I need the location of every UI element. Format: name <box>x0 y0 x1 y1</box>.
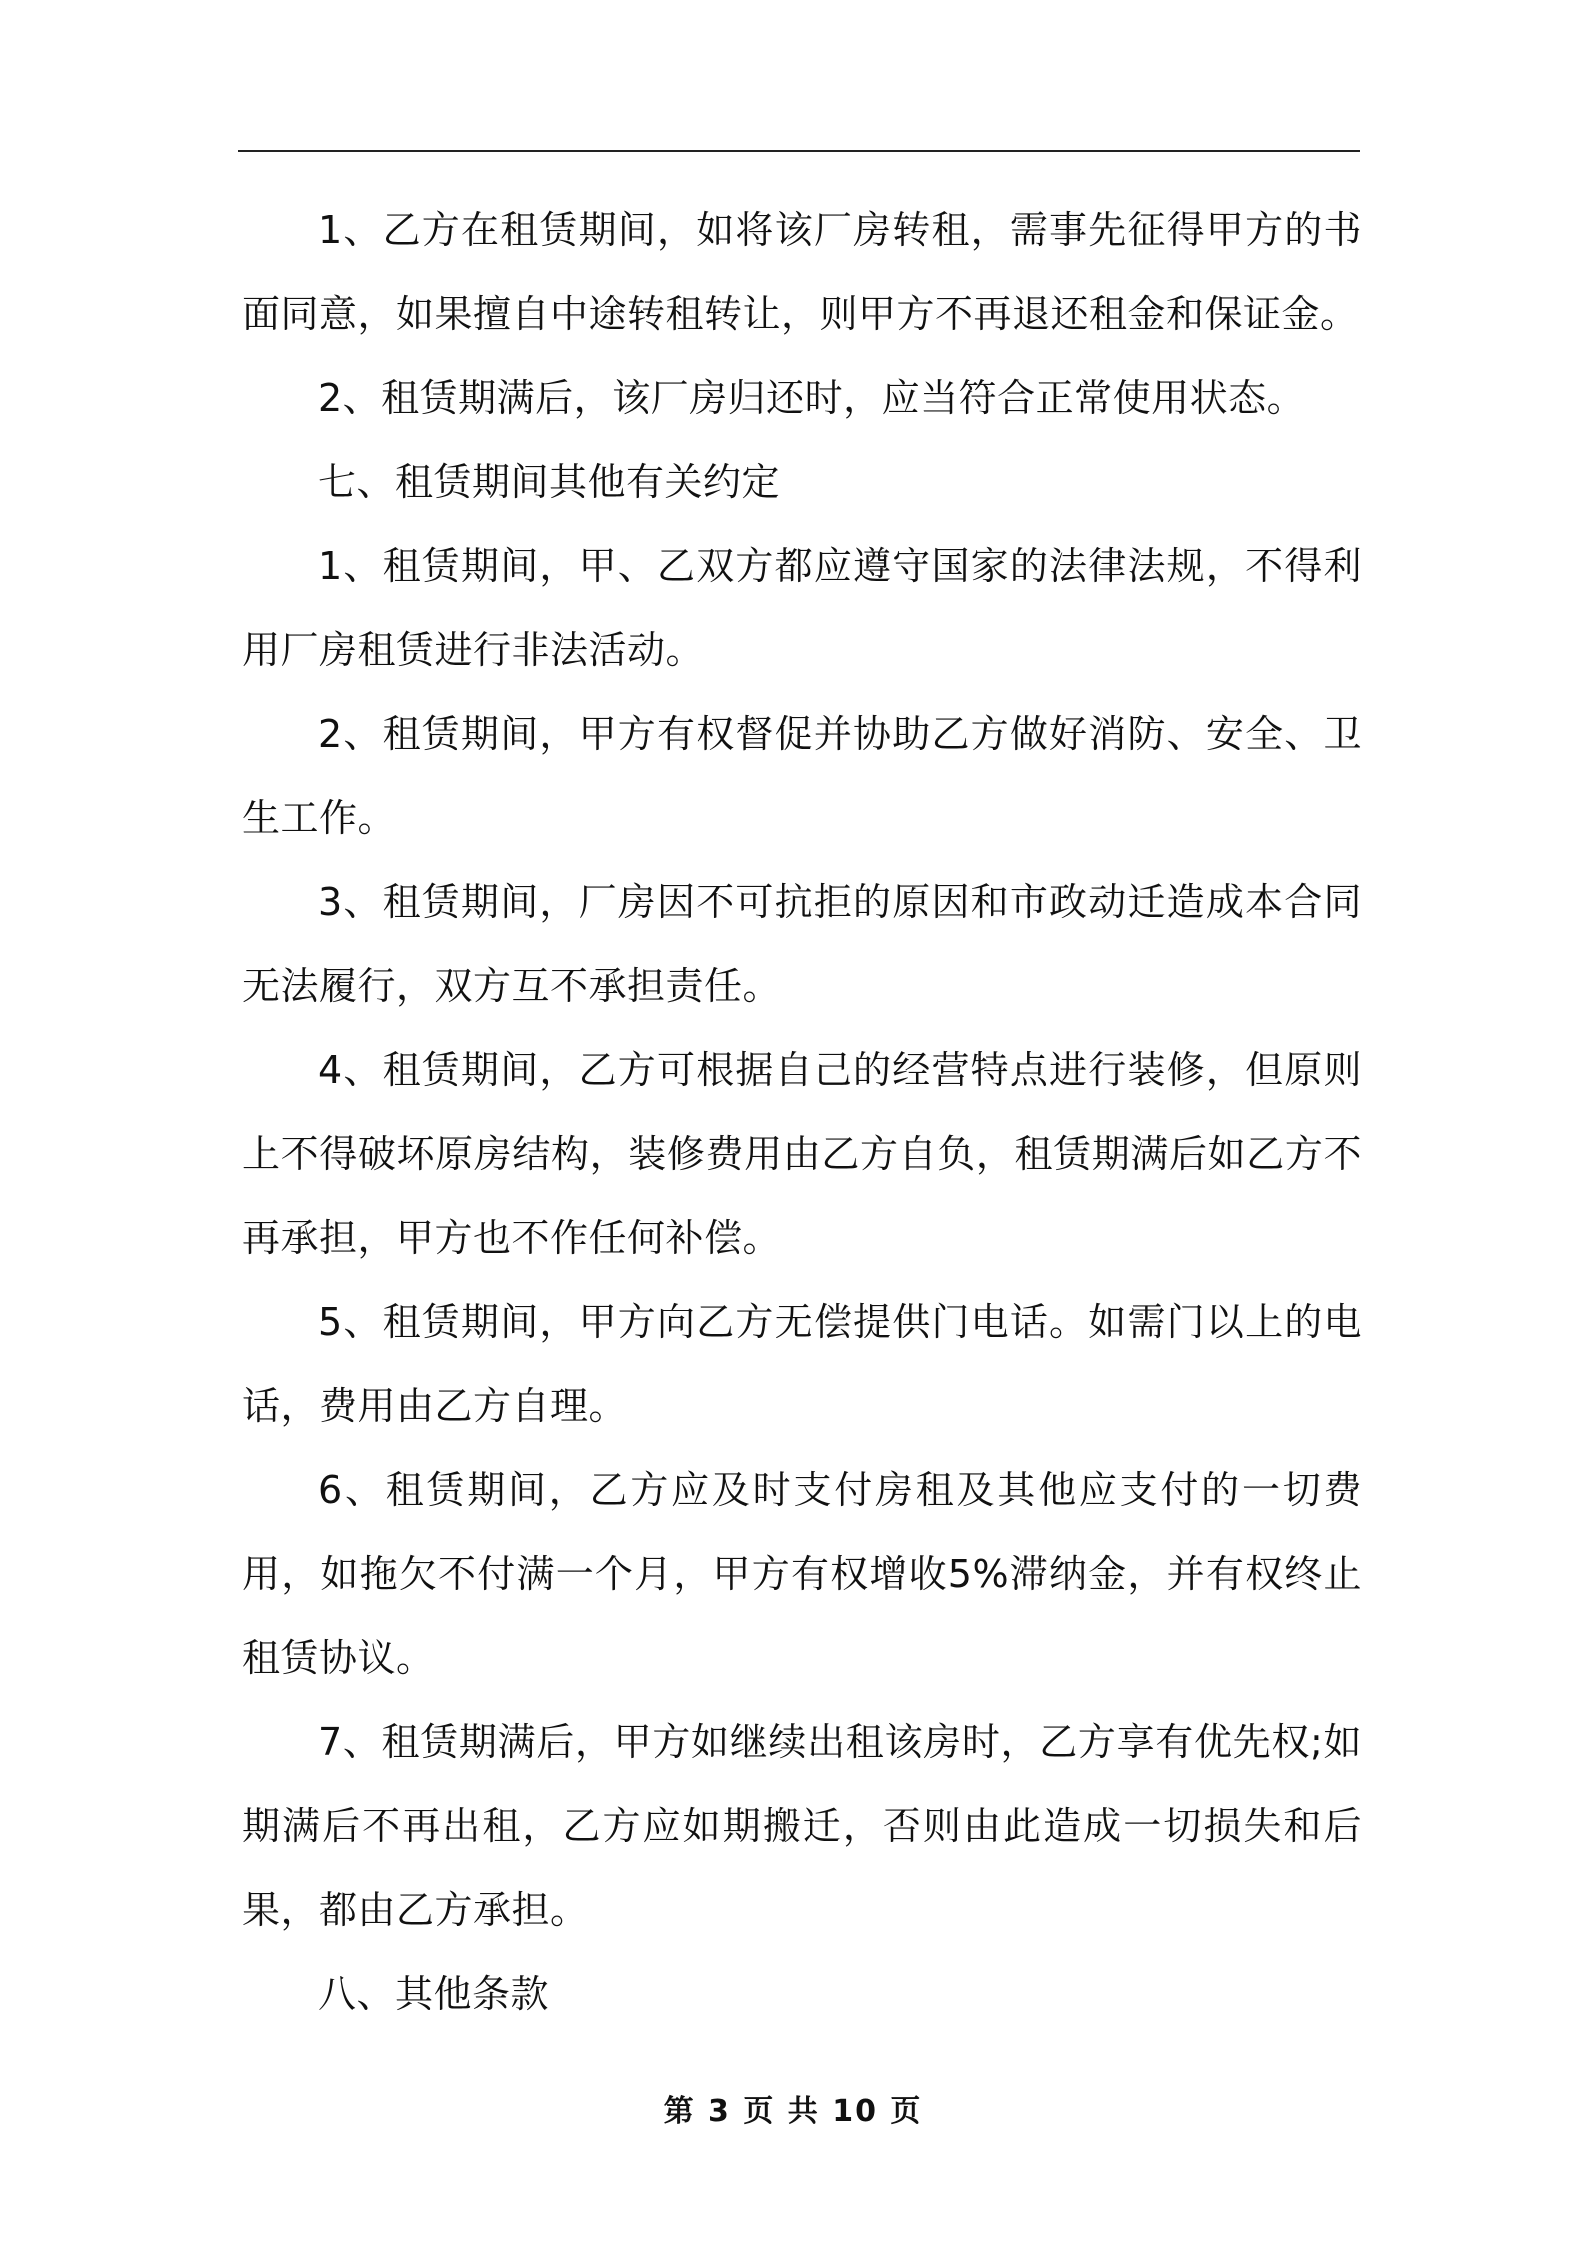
paragraph: 1、租赁期间，甲、乙双方都应遵守国家的法律法规，不得利用厂房租赁进行非法活动。 <box>242 544 1362 672</box>
paragraph: 2、租赁期间，甲方有权督促并协助乙方做好消防、安全、卫生工作。 <box>242 712 1362 840</box>
header-rule <box>238 150 1360 152</box>
paragraph: 4、租赁期间，乙方可根据自己的经营特点进行装修，但原则上不得破坏原房结构，装修费用由乙方自负，租赁期满后如乙方不再承担，甲方也不作任何补偿。 <box>242 1048 1362 1260</box>
paragraph: 1、乙方在租赁期间，如将该厂房转租，需事先征得甲方的书面同意，如果擅自中途转租转让，则甲方不再退还租金和保证金。 <box>242 208 1362 336</box>
page-number-footer: 第 3 页 共 10 页 <box>663 2094 923 2129</box>
section-heading: 八、其他条款 <box>318 1972 550 2016</box>
paragraph: 3、租赁期间，厂房因不可抗拒的原因和市政动迁造成本合同无法履行，双方互不承担责任。 <box>242 880 1362 1008</box>
paragraph: 6、租赁期间，乙方应及时支付房租及其他应支付的一切费用，如拖欠不付满一个月，甲方有权增收5%滞纳金，并有权终止租赁协议。 <box>242 1468 1362 1680</box>
paragraph: 2、租赁期满后，该厂房归还时，应当符合正常使用状态。 <box>318 376 1306 420</box>
paragraph: 5、租赁期间，甲方向乙方无偿提供门电话。如需门以上的电话，费用由乙方自理。 <box>242 1300 1362 1428</box>
document-body <box>242 188 1362 2036</box>
paragraph: 7、租赁期满后，甲方如继续出租该房时，乙方享有优先权;如期满后不再出租，乙方应如期搬迁，否则由此造成一切损失和后果，都由乙方承担。 <box>242 1720 1362 1932</box>
section-heading: 七、租赁期间其他有关约定 <box>318 460 781 504</box>
